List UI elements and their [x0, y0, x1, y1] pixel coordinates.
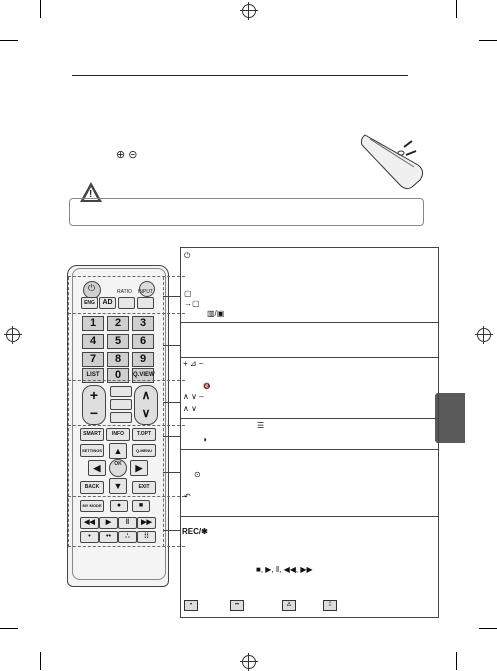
green-key-icon: ••	[230, 600, 244, 611]
rewind-button[interactable]: ◀◀	[80, 517, 99, 529]
left-arrow-button[interactable]: ◀	[88, 460, 106, 476]
info-symbol: ◑	[202, 435, 207, 444]
number-button-5[interactable]: 5	[107, 334, 129, 349]
pause-button[interactable]: ‖	[118, 517, 137, 529]
crop-mark	[456, 652, 457, 670]
panel-divider	[180, 449, 438, 450]
up-arrow-button[interactable]: ▲	[109, 443, 127, 459]
panel-divider	[180, 418, 438, 419]
callout-line	[163, 345, 180, 346]
crop-mark	[0, 40, 18, 41]
callout-line	[163, 436, 180, 437]
fast-forward-button[interactable]: ▶▶	[137, 517, 156, 529]
panel-divider	[180, 322, 438, 323]
tv-symbol: ▢	[184, 289, 192, 298]
ok-symbol: ⊙	[194, 470, 201, 479]
input-label: INPUT	[138, 289, 153, 295]
list-button[interactable]: LIST	[82, 368, 104, 383]
smart-button[interactable]: SMART	[80, 428, 104, 441]
group-divider	[68, 276, 185, 277]
group-divider	[68, 546, 185, 547]
ratio-button[interactable]	[118, 297, 135, 309]
page-symbols: ∧ ∨	[183, 404, 197, 413]
input-button[interactable]	[137, 297, 154, 309]
power-symbol: ⏻	[184, 251, 191, 260]
info-button[interactable]: INFO	[106, 428, 130, 441]
input-symbol: →▢	[184, 299, 200, 308]
3d-button[interactable]	[110, 399, 132, 410]
registration-mark-icon	[242, 655, 256, 669]
topt-button[interactable]: T.OPT	[132, 428, 156, 441]
number-button-6[interactable]: 6	[132, 334, 154, 349]
registration-mark-icon	[242, 4, 256, 18]
number-button-1[interactable]: 1	[82, 316, 104, 331]
volume-symbols: + ⊿ −	[183, 359, 204, 368]
number-button-0[interactable]: 0	[107, 368, 129, 383]
callout-line	[163, 530, 180, 531]
callout-line	[163, 472, 180, 473]
red-key[interactable]: •	[80, 531, 99, 543]
ok-button[interactable]	[109, 459, 127, 477]
battery-polarity-symbols: ⊕ ⊝	[116, 149, 138, 161]
settings-button[interactable]: SETTINGS	[80, 444, 104, 457]
warning-exclamation: !	[89, 189, 93, 200]
qview-button[interactable]: Q.VIEW	[132, 368, 154, 383]
callout-line	[163, 402, 180, 403]
blue-key[interactable]: ⁞⁞	[137, 531, 156, 543]
group-divider-vertical	[68, 277, 69, 547]
channel-rocker[interactable]: ∧ ∨	[134, 385, 158, 425]
down-arrow-button[interactable]: ▼	[109, 478, 127, 494]
mute-button[interactable]	[110, 412, 132, 423]
playback-symbols: ■, ▶, ‖, ◀◀, ▶▶	[256, 565, 313, 574]
panel-divider	[180, 357, 438, 358]
group-divider	[68, 313, 185, 314]
header-rule	[72, 75, 408, 76]
registration-mark-icon	[6, 328, 20, 342]
yellow-key-icon: ∆	[282, 600, 296, 611]
remote-back-illustration	[360, 125, 430, 190]
group-divider	[68, 380, 185, 381]
volume-rocker[interactable]: + −	[82, 385, 106, 425]
group-divider	[68, 496, 185, 497]
crop-mark	[40, 0, 41, 18]
mute-symbol: 🔇	[203, 384, 211, 390]
caution-box	[69, 198, 424, 226]
section-tab	[435, 393, 465, 443]
power-icon: ⏻	[88, 283, 96, 293]
panel-divider	[180, 516, 438, 517]
qmenu-button[interactable]: Q.MENU	[132, 444, 156, 457]
crop-mark	[40, 652, 41, 670]
menu-symbol: ☰	[257, 421, 265, 430]
number-button-3[interactable]: 3	[132, 316, 154, 331]
back-symbol: ↶	[184, 492, 191, 501]
crop-mark	[0, 628, 18, 629]
blue-key-icon: ⁞⁞	[323, 600, 337, 611]
energy-button[interactable]: ENG	[81, 297, 98, 309]
crop-mark	[479, 628, 497, 629]
registration-mark-icon	[477, 328, 491, 342]
ad-button[interactable]: AD	[99, 297, 116, 309]
right-arrow-button[interactable]: ▶	[130, 460, 148, 476]
number-button-9[interactable]: 9	[132, 352, 154, 367]
number-button-2[interactable]: 2	[107, 316, 129, 331]
ratio-symbol: ▥/▣	[207, 309, 225, 318]
description-panel	[180, 247, 439, 618]
crop-mark	[479, 40, 497, 41]
back-button[interactable]: BACK	[80, 481, 104, 494]
mymode-button[interactable]: MY MODE	[80, 500, 104, 512]
green-key[interactable]: ••	[99, 531, 118, 543]
yellow-key[interactable]: ∴	[118, 531, 137, 543]
callout-line	[163, 296, 180, 297]
rec-symbol: REC/✱	[182, 527, 208, 536]
channel-symbols: ∧ ∨ –	[183, 392, 204, 401]
group-divider-vertical	[163, 277, 164, 547]
ok-label: OK	[114, 461, 122, 467]
number-button-7[interactable]: 7	[82, 352, 104, 367]
crop-mark	[456, 0, 457, 18]
exit-button[interactable]: EXIT	[132, 481, 156, 494]
group-divider	[68, 425, 185, 426]
rec-button[interactable]: ●	[110, 500, 128, 512]
play-button[interactable]: ▶	[99, 517, 118, 529]
ratio-label: RATIO	[117, 289, 132, 295]
number-button-8[interactable]: 8	[107, 352, 129, 367]
red-key-icon: •	[184, 600, 198, 611]
stop-button[interactable]: ■	[132, 500, 150, 512]
number-button-4[interactable]: 4	[82, 334, 104, 349]
fav-button[interactable]	[110, 386, 132, 397]
